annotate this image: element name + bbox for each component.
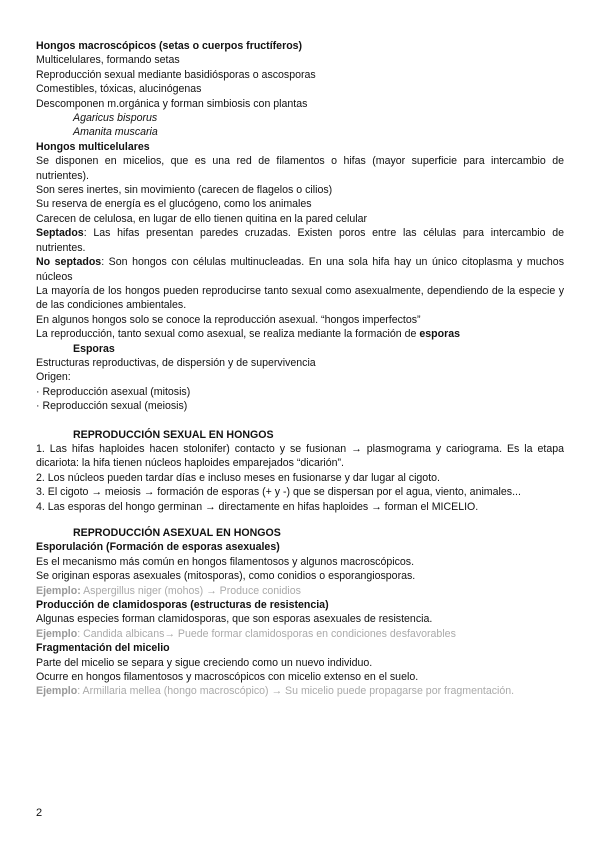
multicellular-line-1: Son seres inertes, sin movimiento (carecen de flagelos o cilios) (36, 184, 333, 197)
multicellular-paragraph-2: La mayoría de los hongos pueden reproducirse tanto sexual como asexualmente, dependiendo de la especie y de las condiciones ambientales. (36, 284, 564, 312)
example-species-1: Agaricus bisporus (73, 112, 158, 125)
septados-paragraph (36, 226, 564, 255)
macroscopic-line-2: Reproducción sexual mediante basidiósporas o ascosporas (36, 68, 316, 81)
spores-bold-word: esporas (419, 328, 460, 341)
sporulation-line-2: Se originan esporas asexuales (mitosporas), como conidios o esporangiosporas. (36, 570, 416, 583)
fragmentation-example-label: Ejemplo (36, 685, 78, 698)
fragmentation-example-text: : Armillaria mellea (hongo macroscópico) → Su micelio puede propagarse por fragmentación. (77, 685, 515, 698)
spores-heading: Esporas (73, 342, 115, 355)
macroscopic-line-1: Multicelulares, formando setas (36, 54, 180, 67)
multicellular-line-2: Su reserva de energía es el glucógeno, como los animales (36, 198, 312, 211)
macroscopic-fungi-title: Hongos macroscópicos (setas o cuerpos fructíferos) (36, 40, 303, 52)
fragmentation-line-2: Ocurre en hongos filamentosos y macroscópicos con micelio extenso en el suelo. (36, 671, 419, 684)
sporulation-example-text: Aspergillus niger (mohos) → Produce conidios (80, 584, 301, 597)
spores-line-1: Estructuras reproductivas, de dispersión y de supervivencia (36, 356, 316, 369)
page-content (36, 39, 564, 699)
chlamydospores-line-1: Algunas especies forman clamidosporas, que son esporas asexuales de resistencia. (36, 613, 433, 626)
chlamydospores-title: Producción de clamidosporas (estructuras de resistencia) (36, 599, 329, 612)
spores-line-4: · Reproducción sexual (meiosis) (36, 400, 188, 413)
chlamydospores-example-label: Ejemplo (36, 627, 78, 640)
sporulation-line-1: Es el mecanismo más común en hongos filamentosos y algunos macroscópicos. (36, 555, 415, 568)
sexual-reproduction-heading: REPRODUCCIÓN SEXUAL EN HONGOS (73, 428, 274, 441)
example-species-2: Amanita muscaria (73, 126, 158, 139)
no-septados-paragraph (36, 255, 564, 284)
multicellular-fungi-title: Hongos multicelulares (36, 140, 150, 153)
fragmentation-example (36, 684, 564, 698)
multicellular-line-4: En algunos hongos solo se conoce la reproducción asexual. “hongos imperfectos” (36, 313, 421, 326)
chlamydospores-example (36, 627, 564, 641)
reproduction-text: La reproducción, tanto sexual como asexual, se realiza mediante la formación de (36, 328, 420, 341)
septados-text: : Las hifas presentan paredes cruzadas. Existen poros entre las células para intercambio de nutrientes. (36, 227, 564, 254)
asexual-reproduction-heading: REPRODUCCIÓN ASEXUAL EN HONGOS (73, 527, 281, 539)
sexual-step-2: 2. Los núcleos pueden tardar días e incluso meses en fusionarse y dar lugar al cigoto. (36, 471, 440, 484)
fragmentation-title: Fragmentación del micelio (36, 642, 170, 655)
fragmentation-line-1: Parte del micelio se separa y sigue creciendo como un nuevo individuo. (36, 656, 373, 669)
sporulation-example (36, 584, 564, 598)
sexual-step-1: 1. Las hifas haploides hacen stolonifer) contacto y se fusionan → plasmograma y cariograma. Es la etapa dicariota: la hifa tienen núcleos haploides emparejados “dicarión”. (36, 442, 564, 470)
sexual-step-3: 3. El cigoto → meiosis → formación de esporas (+ y -) que se dispersan por el agua, viento, animales... (36, 486, 521, 499)
no-septados-label: No septados (36, 256, 102, 269)
macroscopic-line-4: Descomponen m.orgánica y forman simbiosis con plantas (36, 97, 308, 110)
spores-line-2: Origen: (36, 371, 71, 384)
chlamydospores-example-text: : Candida albicans→ Puede formar clamidosporas en condiciones desfavorables (77, 627, 456, 640)
multicellular-line-5 (36, 327, 564, 341)
spores-line-3: · Reproducción asexual (mitosis) (36, 385, 191, 398)
sexual-step-4: 4. Las esporas del hongo germinan → directamente en hifas haploides → forman el MICELIO. (36, 500, 479, 513)
macroscopic-line-3: Comestibles, tóxicas, alucinógenas (36, 83, 202, 96)
multicellular-paragraph-1: Se disponen en micelios, que es una red de filamentos o hifas (mayor superficie para intercambio de nutrientes). (36, 155, 564, 182)
multicellular-line-3: Carecen de celulosa, en lugar de ello tienen quitina en la pared celular (36, 212, 367, 225)
sporulation-title: Esporulación (Formación de esporas asexuales) (36, 541, 280, 554)
septados-label: Septados (36, 227, 84, 240)
no-septados-text: : Son hongos con células multinucleadas. En una sola hifa hay un único citoplasma y muchos núcleos (36, 256, 564, 283)
page-number: 2 (36, 807, 43, 819)
sporulation-example-label: Ejemplo: (36, 584, 81, 597)
